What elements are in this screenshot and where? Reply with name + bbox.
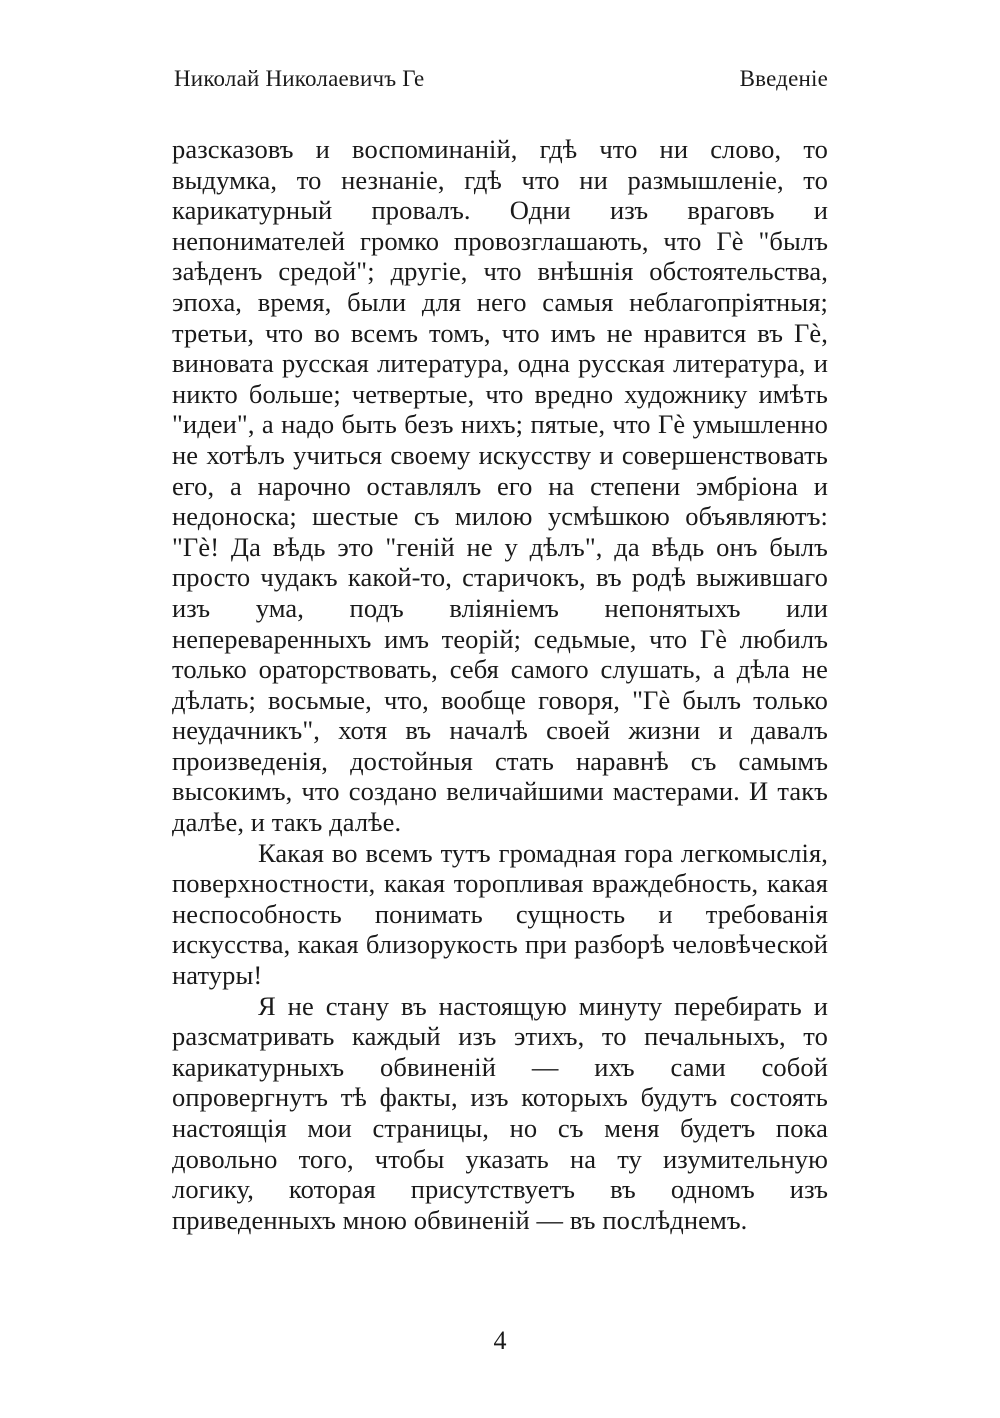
running-header — [174, 64, 828, 94]
paragraph-continued: разсказовъ и воспоминаній, гдѣ что ни слово, то выдумка, то незнаніе, гдѣ что ни размышленіе, то карикатурный провалъ. Одни изъ враговъ и непонимателей громко провозглашають, что Гè "былъ заѣденъ средой"; другіе, что внѣшнія обстоятельства, эпоха, время, были для него самыя неблагопріятныя; третьи, что во всемъ томъ, что имъ не нравится въ Гè, виновата русская литература, одна русская литература, и никто больше; четвертые, что вредно художнику имѣть "идеи", а надо быть безъ нихъ; пятые, что Гè умышленно не хотѣлъ учиться своему искусству и совершенствовать его, а нарочно оставлялъ его на степени эмбріона и недоноска; шестые съ милою усмѣшкою объявляютъ: "Гè! Да вѣдь это "геній не у дѣлъ", да вѣдь онъ былъ просто чудакъ какой-то, старичокъ, въ родѣ выжившаго изъ ума, подъ вліяніемъ непонятыхъ или непереваренныхъ имъ теорій; седьмые, что Гè любилъ только ораторствовать, себя самого слушать, а дѣла не дѣлать; восьмые, что, вообще говоря, "Гè былъ только неудачникъ", хотя въ началѣ своей жизни и давалъ произведенія, достойныя стать наравнѣ съ самымъ высокимъ, что создано величайшими мастерами. И такъ далѣе, и такъ далѣе. — [172, 134, 828, 838]
page-number: 4 — [493, 1326, 507, 1355]
header-section-title: Введеніе — [739, 66, 828, 91]
page-body — [172, 134, 828, 1235]
header-author: Николай Николаевичъ Ге — [174, 66, 425, 91]
paragraph: Я не стану въ настоящую минуту перебирать и разсматривать каждый изъ этихъ, то печальныхъ, то карикатурныхъ обвиненій — ихъ сами собой опровергнутъ тѣ факты, изъ которыхъ будутъ состоять настоящія мои страницы, но съ меня будетъ пока довольно того, чтобы указать на ту изумительную логику, которая присутствуетъ въ одномъ изъ приведенныхъ мною обвиненій — въ послѣднемъ. — [172, 990, 828, 1235]
paragraph: Какая во всемъ тутъ громадная гора легкомыслія, поверхностности, какая торопливая враждебность, какая неспособность понимать сущность и требованія искусства, какая близорукость при разборѣ человѣческой натуры! — [172, 837, 828, 991]
